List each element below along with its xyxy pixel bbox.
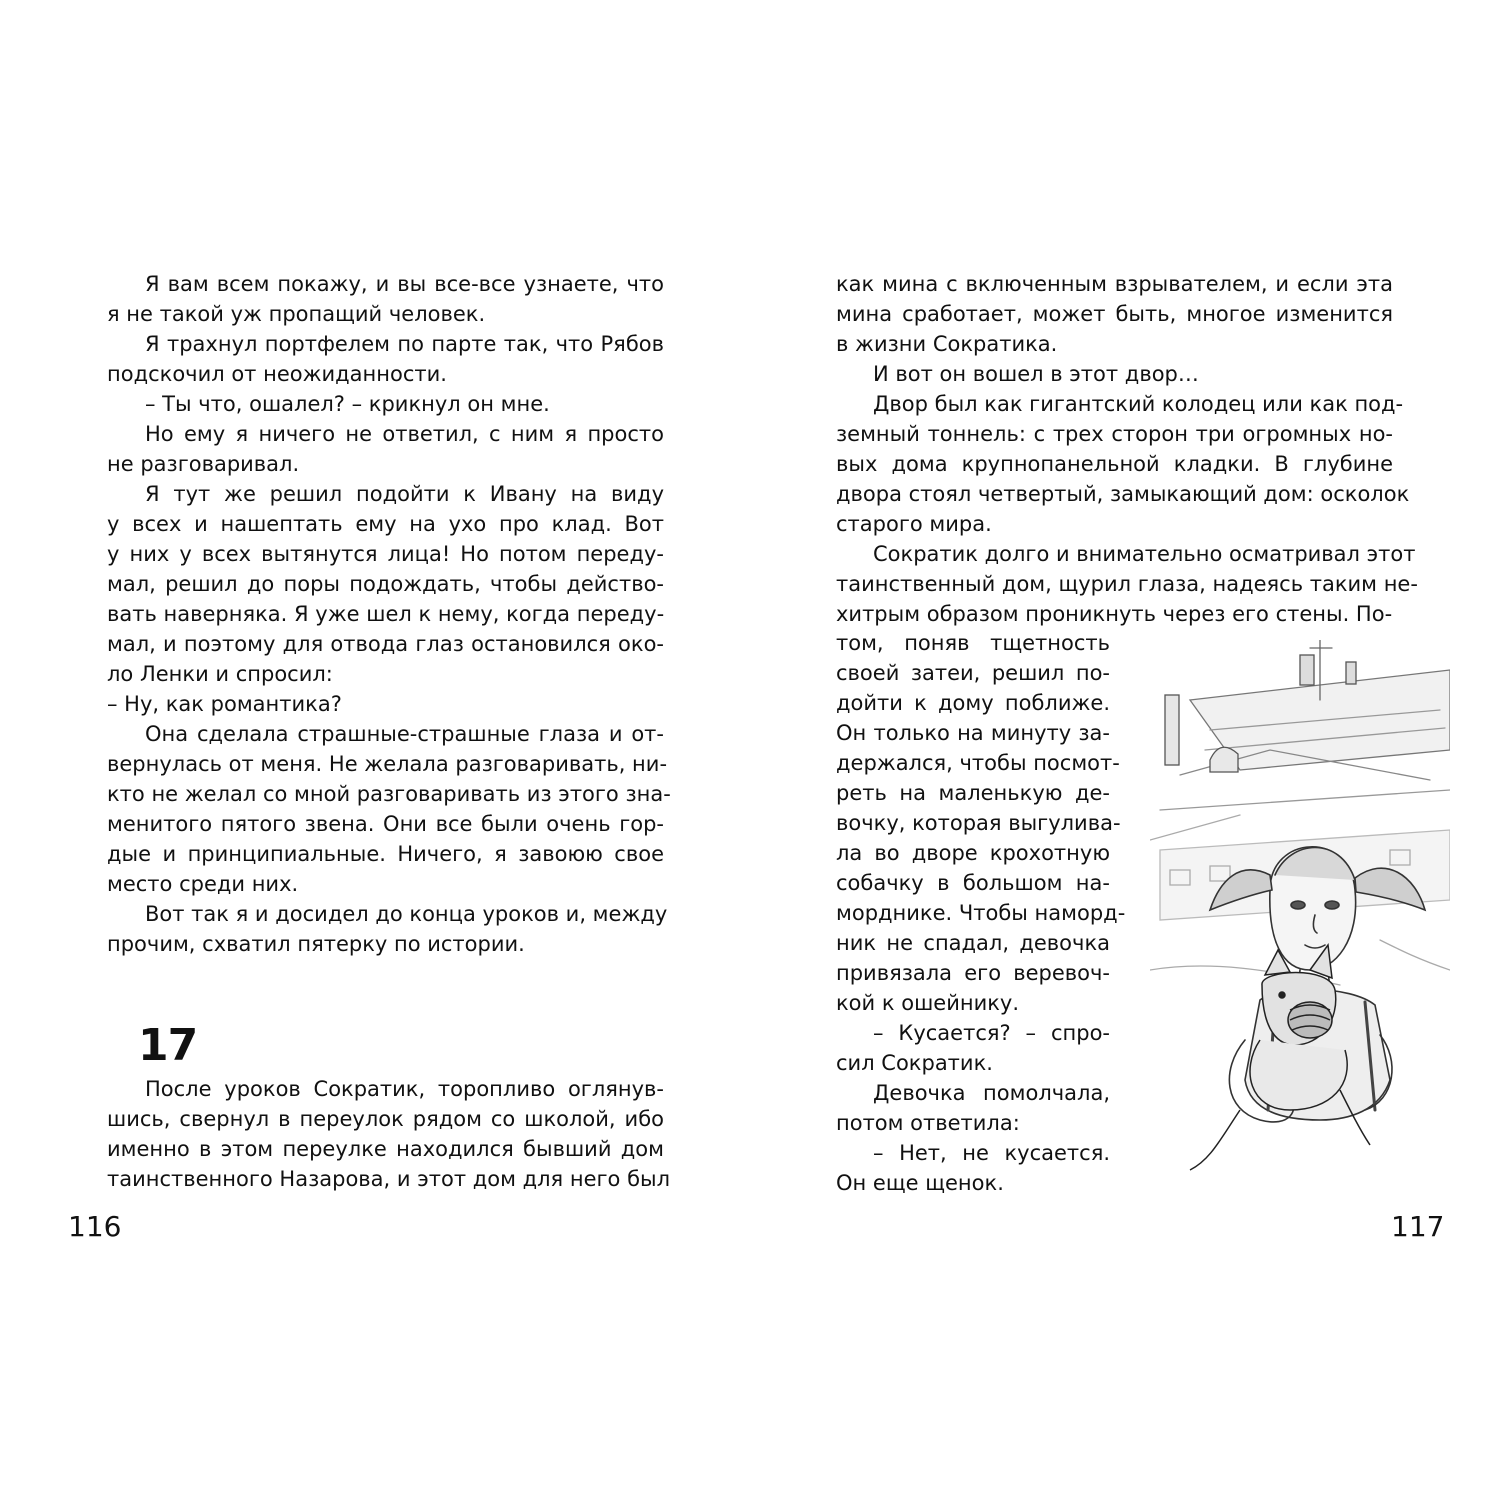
- text-line: вернулась от меня. Не желала разговаривать, ни-: [107, 752, 668, 776]
- text-line: кой к ошейнику.: [836, 991, 1020, 1015]
- text-line: дойти к дому поближе.: [836, 691, 1110, 715]
- text-line: прочим, схватил пятерку по истории.: [107, 932, 525, 956]
- text-line: мина сработает, может быть, многое изменится: [836, 302, 1393, 326]
- text-line: ло Ленки и спросил:: [107, 662, 333, 686]
- text-line: земный тоннель: с трех сторон три огромных но-: [836, 422, 1393, 446]
- text-line: – Ну, как романтика?: [107, 692, 342, 716]
- text-line: именно в этом переулке находился бывший дом: [107, 1137, 664, 1161]
- text-line: Он только на минуту за-: [836, 721, 1110, 745]
- text-line: Девочка помолчала,: [873, 1081, 1110, 1105]
- text-line: ла во дворе крохотную: [836, 841, 1110, 865]
- text-line: морднике. Чтобы наморд-: [836, 901, 1126, 925]
- text-line: вых дома крупнопанельной кладки. В глубине: [836, 452, 1393, 476]
- text-line: ник не спадал, девочка: [836, 931, 1110, 955]
- text-line: Она сделала страшные-страшные глаза и от-: [145, 722, 664, 746]
- text-line: в жизни Сократика.: [836, 332, 1058, 356]
- text-line: я не такой уж пропащий человек.: [107, 302, 486, 326]
- text-line: – Ты что, ошалел? – крикнул он мне.: [145, 392, 550, 416]
- text-line: – Кусается? – спро-: [873, 1021, 1110, 1045]
- text-line: Он еще щенок.: [836, 1171, 1004, 1195]
- page-number-left: 116: [68, 1210, 122, 1243]
- text-line: – Нет, не кусается.: [873, 1141, 1110, 1165]
- text-line: привязала его веревоч-: [836, 961, 1110, 985]
- text-line: вать наверняка. Я уже шел к нему, когда переду-: [107, 602, 665, 626]
- text-line: своей затеи, решил по-: [836, 661, 1110, 685]
- text-line: хитрым образом проникнуть через его стены. По-: [836, 602, 1393, 626]
- text-line: Я трахнул портфелем по парте так, что Рябов: [145, 332, 664, 356]
- text-line: менитого пятого звена. Они все были очень гор-: [107, 812, 664, 836]
- text-line: собачку в большом на-: [836, 871, 1110, 895]
- text-line: том, поняв тщетность: [836, 631, 1110, 655]
- text-line: Я тут же решил подойти к Ивану на виду: [145, 482, 664, 506]
- right-page: [750, 0, 1500, 1500]
- girl-with-puppy-illustration: [1150, 640, 1450, 1200]
- text-line: старого мира.: [836, 512, 992, 536]
- text-line: потом ответила:: [836, 1111, 1020, 1135]
- text-line: подскочил от неожиданности.: [107, 362, 447, 386]
- text-line: место среди них.: [107, 872, 299, 896]
- text-line: мал, решил до поры подождать, чтобы действо-: [107, 572, 664, 596]
- text-line: И вот он вошел в этот двор…: [873, 362, 1199, 386]
- text-line: шись, свернул в переулок рядом со школой, ибо: [107, 1107, 664, 1131]
- text-line: таинственного Назарова, и этот дом для него был: [107, 1167, 671, 1191]
- text-line: вочку, которая выгулива-: [836, 811, 1121, 835]
- text-line: у всех и нашептать ему на ухо про клад. Вот: [107, 512, 664, 536]
- text-line: у них у всех вытянутся лица! Но потом переду-: [107, 542, 664, 566]
- text-line: Сократик долго и внимательно осматривал этот: [873, 542, 1416, 566]
- text-line: Вот так я и досидел до конца уроков и, между: [145, 902, 668, 926]
- text-line: двора стоял четвертый, замыкающий дом: осколок: [836, 482, 1410, 506]
- text-line: кто не желал со мной разговаривать из этого зна-: [107, 782, 671, 806]
- page-number-right: 117: [1391, 1210, 1445, 1243]
- text-line: таинственный дом, щурил глаза, надеясь таким не-: [836, 572, 1418, 596]
- text-line: дые и принципиальные. Ничего, я завоюю свое: [107, 842, 664, 866]
- text-line: сил Сократик.: [836, 1051, 993, 1075]
- text-line: как мина с включенным взрывателем, и если эта: [836, 272, 1393, 296]
- text-line: держался, чтобы посмот-: [836, 751, 1120, 775]
- text-line: Двор был как гигантский колодец или как под-: [873, 392, 1404, 416]
- text-line: мал, и поэтому для отвода глаз остановился око-: [107, 632, 664, 656]
- text-line: реть на маленькую де-: [836, 781, 1110, 805]
- text-line: Но ему я ничего не ответил, с ним я просто: [145, 422, 664, 446]
- chapter-number: 17: [138, 1020, 198, 1071]
- text-line: Я вам всем покажу, и вы все-все узнаете, что: [145, 272, 664, 296]
- text-line: После уроков Сократик, торопливо оглянув-: [145, 1077, 664, 1101]
- text-line: не разговаривал.: [107, 452, 300, 476]
